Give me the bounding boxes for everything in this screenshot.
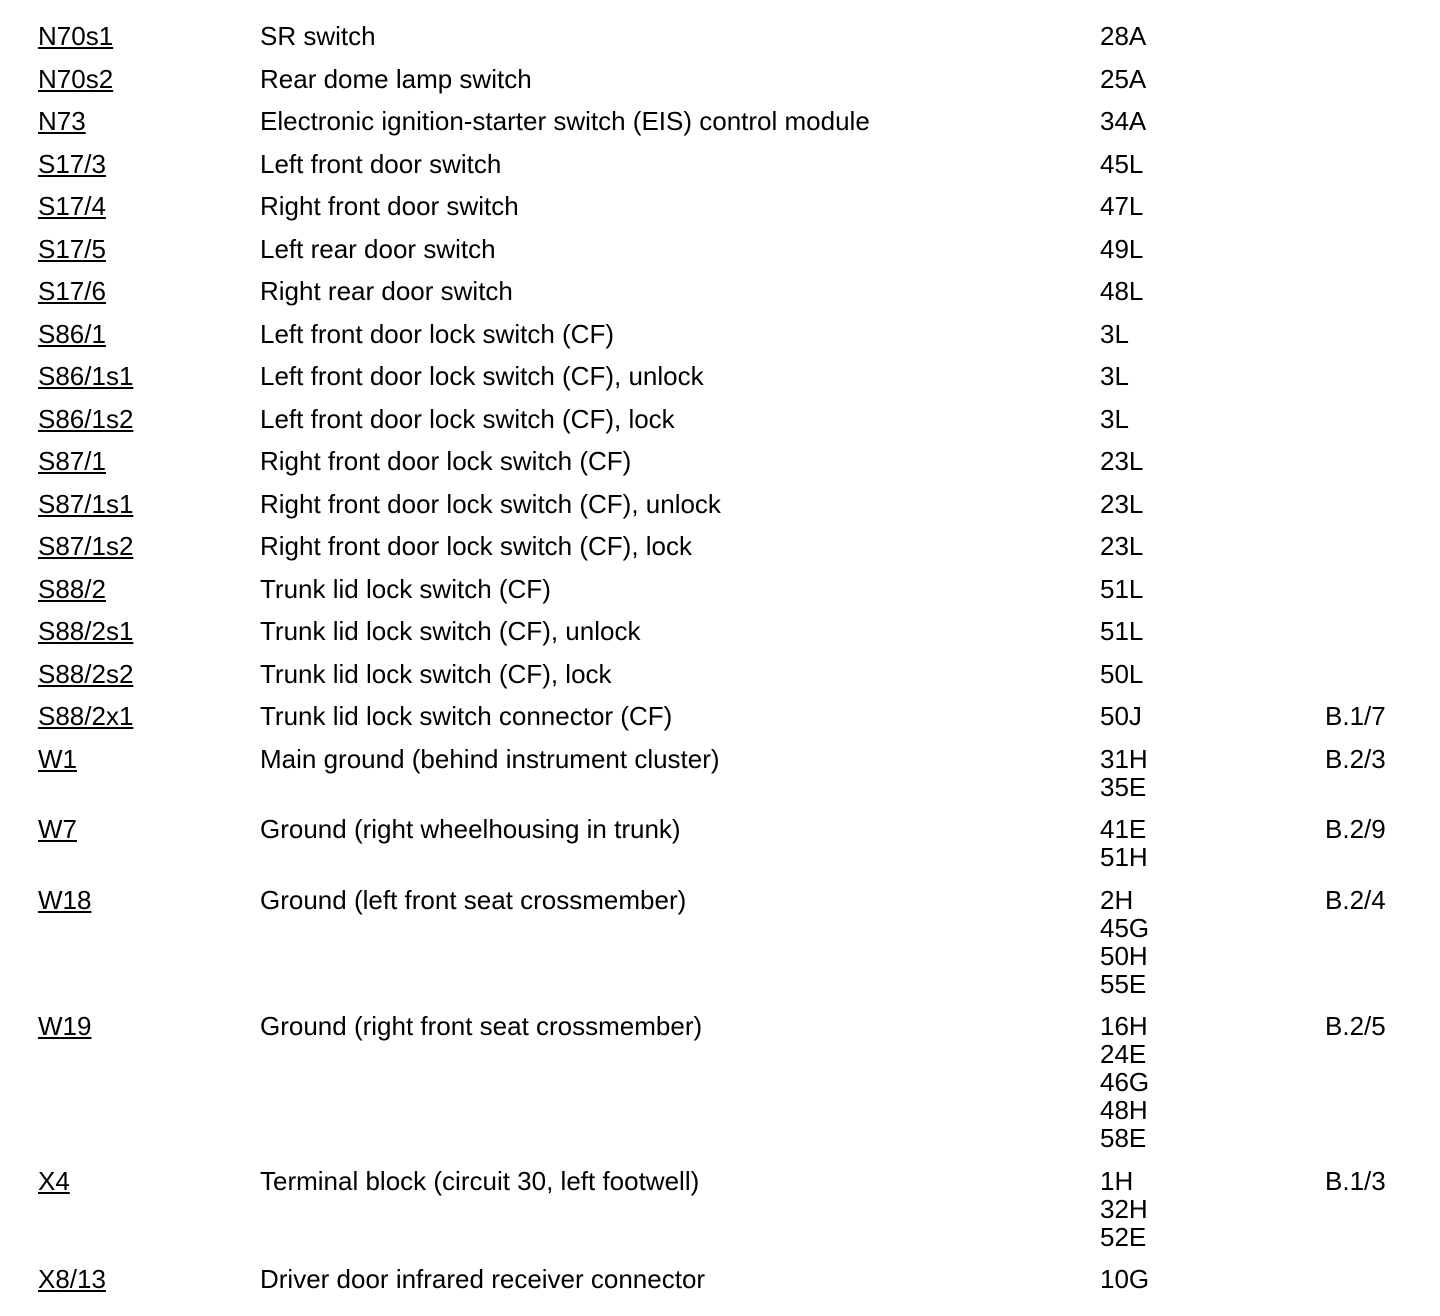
diagram-ref: B.2/3	[1325, 743, 1386, 774]
location-code: 51H	[1100, 842, 1148, 872]
table-row	[38, 1012, 1440, 1152]
table-row	[38, 192, 1440, 220]
location-codes	[1100, 362, 1325, 390]
component-code-link[interactable]: N70s2	[38, 63, 114, 94]
location-codes	[1100, 192, 1325, 220]
location-code: 23L	[1100, 531, 1144, 561]
location-code: 50J	[1100, 701, 1142, 731]
component-code-link[interactable]: S17/3	[38, 148, 106, 179]
location-codes	[1100, 745, 1325, 801]
location-code: 50H	[1100, 940, 1148, 971]
component-description: Rear dome lamp switch	[260, 63, 532, 94]
location-code: 25A	[1100, 63, 1147, 94]
location-code: 23L	[1100, 488, 1144, 519]
location-code: 23L	[1100, 446, 1144, 476]
diagram-ref: B.1/7	[1325, 701, 1386, 731]
component-code-cell	[38, 1012, 260, 1040]
location-code: 50L	[1100, 658, 1144, 689]
table-row	[38, 65, 1440, 93]
component-description: Right front door lock switch (CF)	[260, 446, 632, 476]
location-codes	[1100, 617, 1325, 645]
location-codes	[1100, 1265, 1325, 1293]
component-code-cell	[38, 532, 260, 560]
location-code: 1H	[1100, 1165, 1134, 1196]
component-description: Trunk lid lock switch (CF)	[260, 573, 551, 604]
component-code-link[interactable]: S88/2x1	[38, 701, 134, 731]
location-code: 3L	[1100, 318, 1129, 349]
component-code-cell	[38, 405, 260, 433]
location-code: 55E	[1100, 968, 1147, 999]
component-code-link[interactable]: S86/1s1	[38, 361, 134, 391]
component-code-link[interactable]: N70s1	[38, 21, 114, 51]
component-description: Main ground (behind instrument cluster)	[260, 743, 720, 774]
component-code-cell	[38, 490, 260, 518]
location-codes	[1100, 490, 1325, 518]
table-row	[38, 320, 1440, 348]
diagram-ref: B.2/5	[1325, 1011, 1386, 1041]
location-code: 24E	[1100, 1039, 1147, 1069]
table-row	[38, 107, 1440, 135]
location-code: 41E	[1100, 814, 1147, 844]
location-code: 52E	[1100, 1221, 1147, 1252]
location-code: 2H	[1100, 884, 1134, 915]
component-code-cell	[38, 1265, 260, 1293]
location-code: 58E	[1100, 1123, 1147, 1153]
location-codes	[1100, 532, 1325, 560]
table-row	[38, 150, 1440, 178]
location-codes	[1100, 815, 1325, 871]
component-description: Left front door lock switch (CF), unlock	[260, 361, 704, 391]
table-row	[38, 405, 1440, 433]
table-row	[38, 745, 1440, 801]
component-code-cell	[38, 107, 260, 135]
location-code: 3L	[1100, 403, 1129, 434]
component-code-cell	[38, 702, 260, 730]
component-code-cell	[38, 1167, 260, 1195]
component-code-cell	[38, 192, 260, 220]
component-code-cell	[38, 277, 260, 305]
location-code: 49L	[1100, 233, 1144, 264]
component-code-link[interactable]: S88/2s2	[38, 658, 134, 689]
component-code-link[interactable]: S88/2s1	[38, 616, 134, 646]
location-code: 34A	[1100, 106, 1147, 136]
component-code-link[interactable]: N73	[38, 106, 86, 136]
location-codes	[1100, 320, 1325, 348]
table-row	[38, 532, 1440, 560]
table-row	[38, 815, 1440, 871]
component-description: Left front door switch	[260, 148, 502, 179]
component-code-link[interactable]: W18	[38, 884, 92, 915]
location-code: 28A	[1100, 21, 1147, 51]
location-code: 48H	[1100, 1095, 1148, 1125]
component-code-link[interactable]: S17/4	[38, 191, 106, 221]
component-table	[0, 22, 1440, 1293]
location-code: 47L	[1100, 191, 1144, 221]
diagram-ref: B.1/3	[1325, 1165, 1386, 1196]
table-row	[38, 1265, 1440, 1293]
table-row	[38, 575, 1440, 603]
component-code-link[interactable]: S86/1	[38, 318, 106, 349]
table-row	[38, 277, 1440, 305]
component-code-cell	[38, 815, 260, 843]
location-code: 31H	[1100, 743, 1148, 774]
component-code-cell	[38, 745, 260, 773]
diagram-ref: B.2/9	[1325, 814, 1386, 844]
component-code-link[interactable]: W19	[38, 1011, 92, 1041]
location-code: 46G	[1100, 1067, 1150, 1097]
location-codes	[1100, 405, 1325, 433]
component-description: Right rear door switch	[260, 276, 513, 306]
location-codes	[1100, 575, 1325, 603]
location-code: 35E	[1100, 771, 1147, 802]
component-description: Driver door infrared receiver connector	[260, 1264, 706, 1294]
table-row	[38, 362, 1440, 390]
table-row	[38, 22, 1440, 50]
component-description: Electronic ignition-starter switch (EIS) control module	[260, 106, 870, 136]
component-description: Ground (left front seat crossmember)	[260, 884, 687, 915]
location-codes	[1100, 150, 1325, 178]
location-codes	[1100, 277, 1325, 305]
component-code-cell	[38, 22, 260, 50]
location-code: 48L	[1100, 276, 1144, 306]
component-code-cell	[38, 660, 260, 688]
location-codes	[1100, 22, 1325, 50]
component-description: SR switch	[260, 21, 376, 51]
location-codes	[1100, 107, 1325, 135]
component-code-link[interactable]: S87/1	[38, 446, 106, 476]
component-description: Left front door lock switch (CF), lock	[260, 403, 675, 434]
diagram-ref: B.2/4	[1325, 884, 1386, 915]
component-code-cell	[38, 320, 260, 348]
table-row	[38, 886, 1440, 998]
component-code-link[interactable]: X4	[38, 1165, 70, 1196]
component-code-cell	[38, 65, 260, 93]
component-description: Trunk lid lock switch connector (CF)	[260, 701, 673, 731]
component-code-cell	[38, 886, 260, 914]
table-row	[38, 617, 1440, 645]
component-description: Right front door lock switch (CF), lock	[260, 531, 693, 561]
location-codes	[1100, 886, 1325, 998]
component-code-link[interactable]: S86/1s2	[38, 403, 134, 434]
location-code: 10G	[1100, 1264, 1150, 1294]
component-description: Left front door lock switch (CF)	[260, 318, 614, 349]
component-code-cell	[38, 575, 260, 603]
component-description: Left rear door switch	[260, 233, 496, 264]
location-code: 32H	[1100, 1193, 1148, 1224]
location-codes	[1100, 235, 1325, 263]
location-code: 51L	[1100, 616, 1144, 646]
table-row	[38, 1167, 1440, 1251]
component-code-link[interactable]: S87/1s2	[38, 531, 134, 561]
location-code: 45G	[1100, 912, 1150, 943]
table-row	[38, 702, 1440, 730]
component-code-link[interactable]: S17/5	[38, 233, 106, 264]
component-code-cell	[38, 447, 260, 475]
table-row	[38, 490, 1440, 518]
location-code: 16H	[1100, 1011, 1148, 1041]
component-code-link[interactable]: W7	[38, 814, 77, 844]
component-code-link[interactable]: S88/2	[38, 573, 106, 604]
component-code-link[interactable]: S17/6	[38, 276, 106, 306]
component-code-link[interactable]: W1	[38, 743, 77, 774]
location-code: 51L	[1100, 573, 1144, 604]
location-code: 3L	[1100, 361, 1129, 391]
component-code-cell	[38, 617, 260, 645]
component-code-cell	[38, 235, 260, 263]
component-code-link[interactable]: S87/1s1	[38, 488, 134, 519]
location-code: 45L	[1100, 148, 1144, 179]
location-codes	[1100, 1012, 1325, 1152]
table-row	[38, 660, 1440, 688]
component-description: Ground (right wheelhousing in trunk)	[260, 814, 681, 844]
component-description: Trunk lid lock switch (CF), lock	[260, 658, 612, 689]
table-row	[38, 235, 1440, 263]
location-codes	[1100, 702, 1325, 730]
component-description: Terminal block (circuit 30, left footwell)	[260, 1165, 700, 1196]
location-codes	[1100, 65, 1325, 93]
component-code-link[interactable]: X8/13	[38, 1264, 106, 1294]
location-codes	[1100, 1167, 1325, 1251]
component-description: Ground (right front seat crossmember)	[260, 1011, 703, 1041]
component-description: Right front door lock switch (CF), unlock	[260, 488, 721, 519]
location-codes	[1100, 447, 1325, 475]
table-row	[38, 447, 1440, 475]
component-description: Trunk lid lock switch (CF), unlock	[260, 616, 641, 646]
component-code-cell	[38, 362, 260, 390]
location-codes	[1100, 660, 1325, 688]
component-description: Right front door switch	[260, 191, 519, 221]
component-code-cell	[38, 150, 260, 178]
